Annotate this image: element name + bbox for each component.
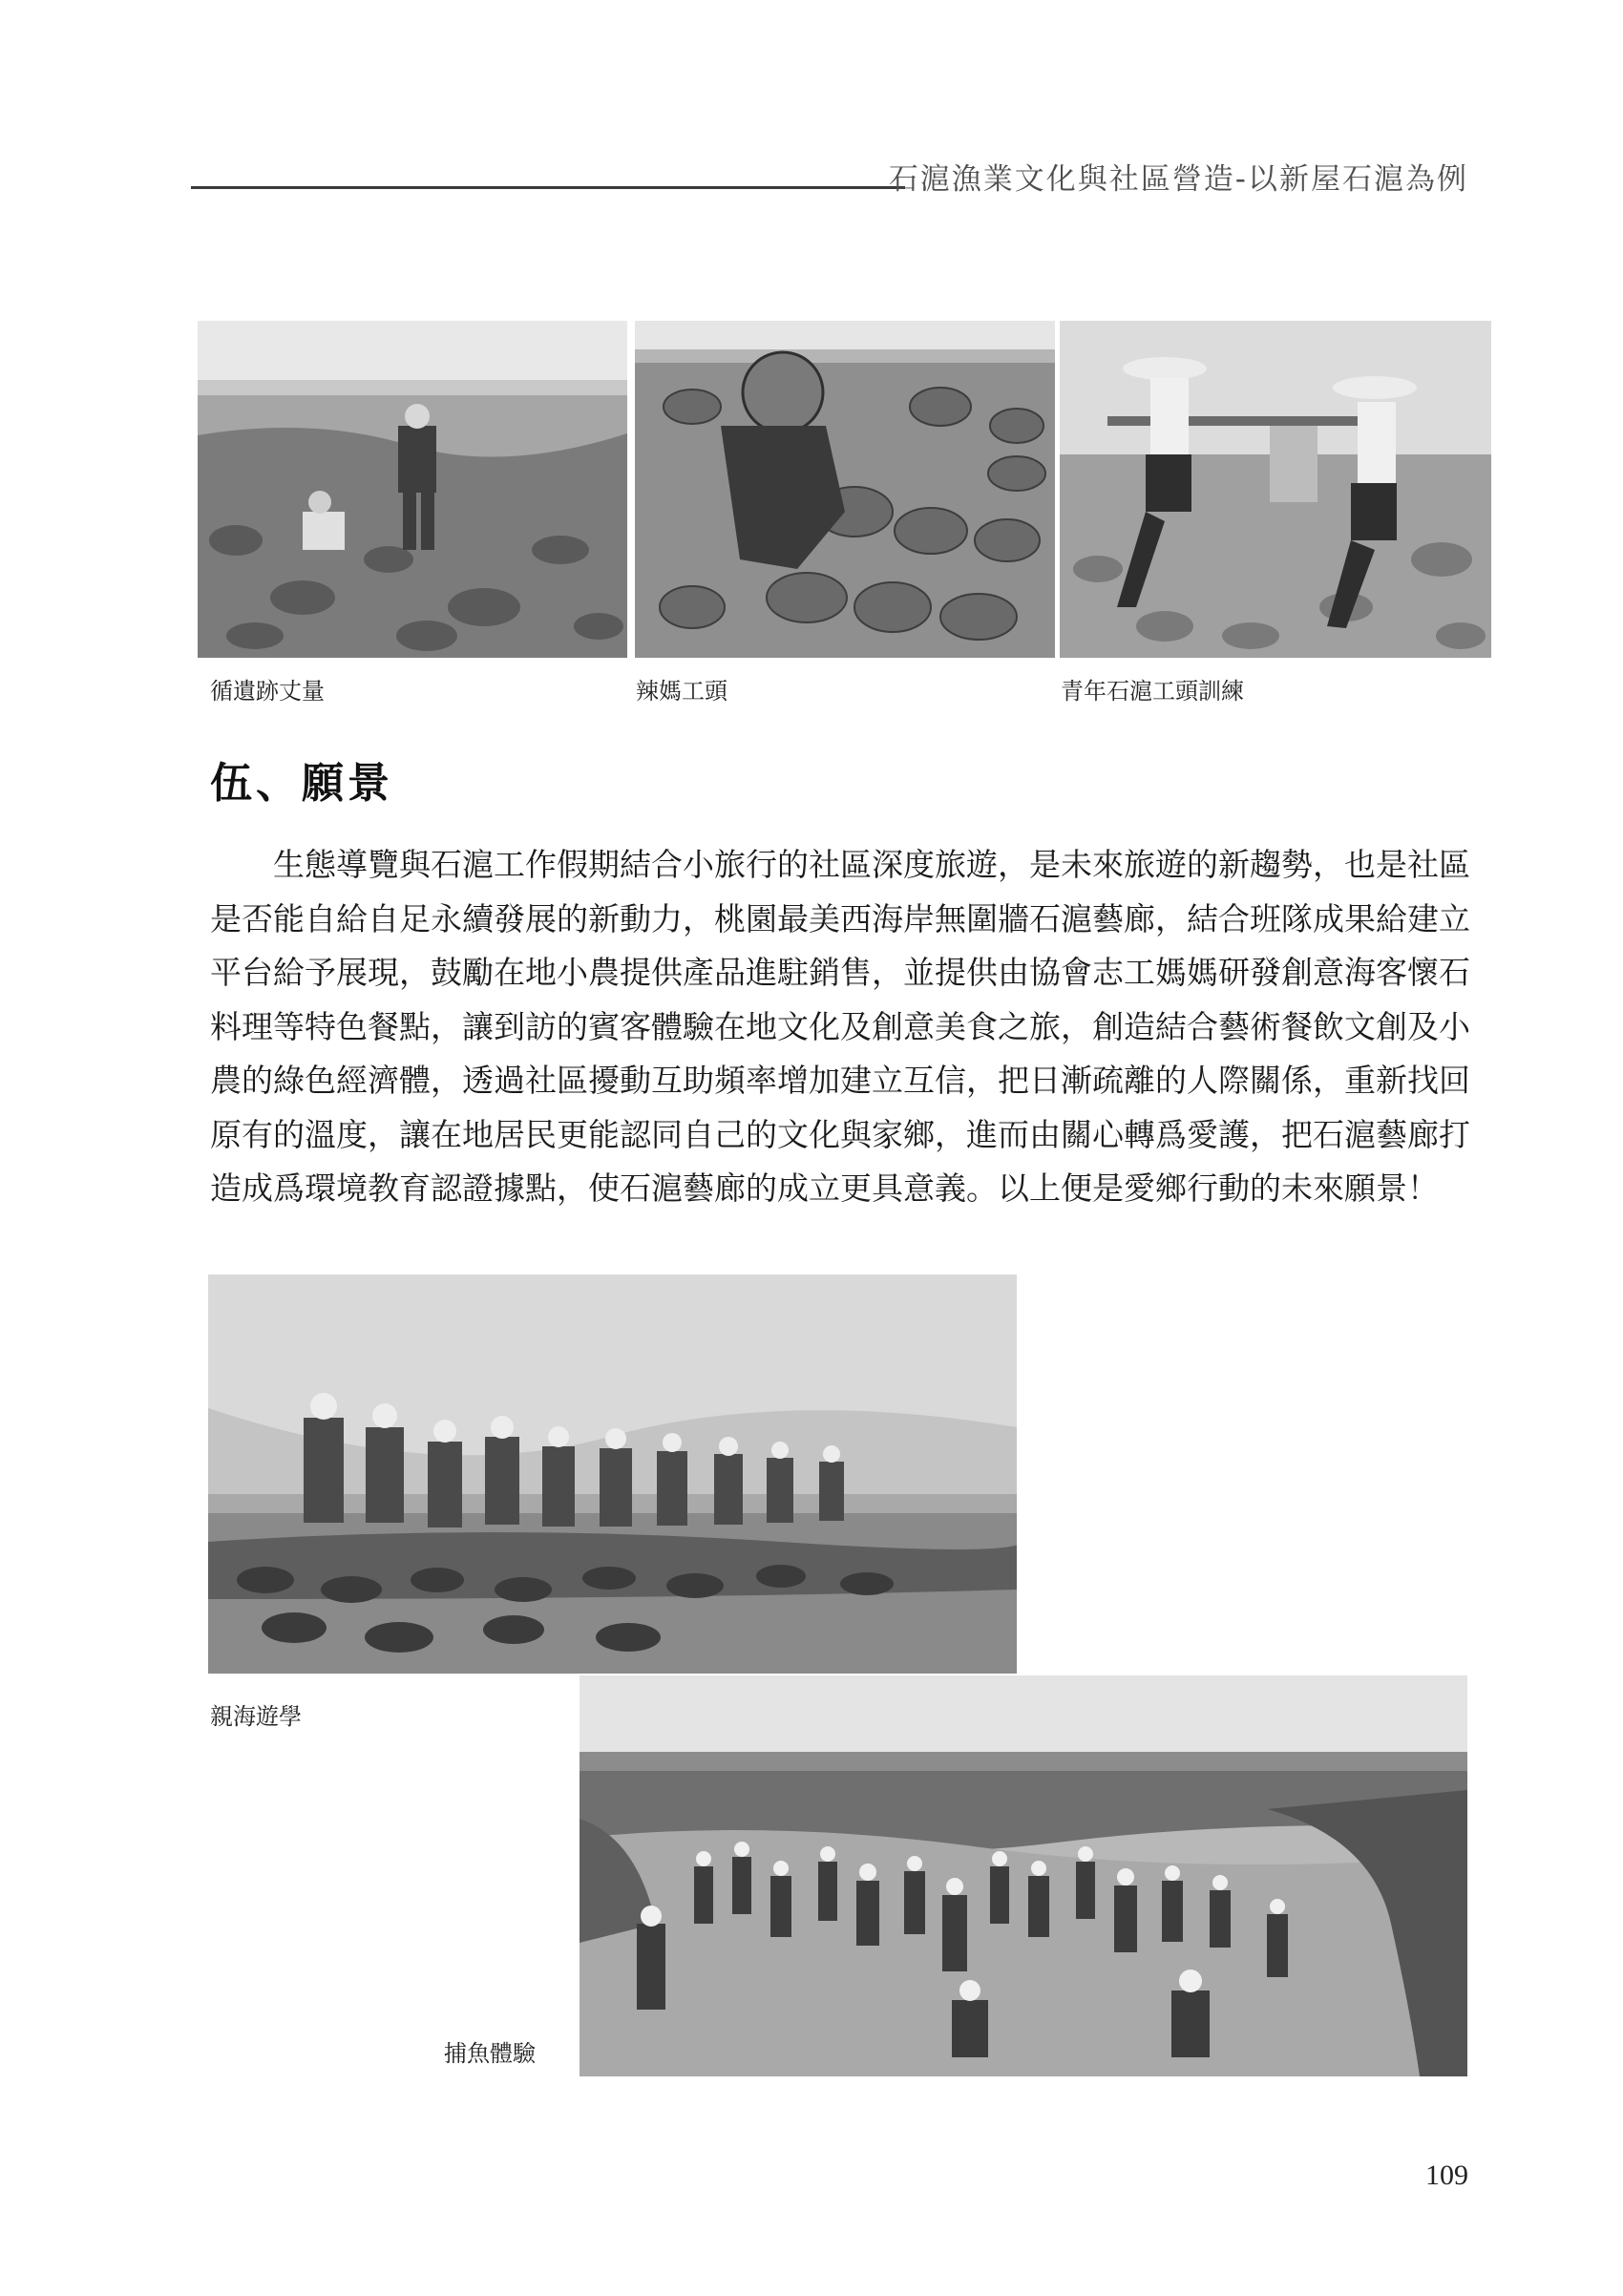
photo-caption: 青年石滬工頭訓練 bbox=[1061, 678, 1244, 705]
running-header bbox=[0, 0, 1623, 210]
photo-woman-worker bbox=[635, 321, 1055, 658]
body-paragraph: 生態導覽與石滬工作假期結合小旅行的社區深度旅遊，是未來旅遊的新趨勢，也是社區是否能自給自足永續發展的新動力，桃園最美西海岸無圍牆石滬藝廊，結合班隊成果給建立平台給予展現，鼓勵在地小農提供產品進駐銷售，並提供由協會志工媽媽研發創意海客懷石料理等特色餐點，讓到訪的賓客體驗在地文化及創意美食之旅，創造結合藝術餐飲文創及小農的綠色經濟體，透過社區擾動互助頻率增加建立互信，把日漸疏離的人際關係，重新找回原有的溫度，讓在地居民更能認同自己的文化與家鄉，進而由關心轉爲愛護，把石滬藝廊打造成爲環境教育認證據點，使石滬藝廊的成立更具意義。以上便是愛鄉行動的未來願景！ bbox=[210, 846, 1470, 1207]
photo-caption: 循遺跡丈量 bbox=[210, 678, 325, 705]
section-heading: 伍、願景 bbox=[210, 759, 393, 808]
running-title: 石滬漁業文化與社區營造-以新屋石滬為例 bbox=[888, 162, 1468, 197]
photo-group-on-weir bbox=[208, 1274, 1017, 1674]
photo-youth-training bbox=[1060, 321, 1491, 658]
photo-caption: 捕魚體驗 bbox=[444, 2040, 536, 2067]
photo-fishing-experience bbox=[580, 1675, 1467, 2076]
page-number: 109 bbox=[1425, 2159, 1468, 2191]
photo-caption: 辣媽工頭 bbox=[636, 678, 727, 705]
photo-caption: 親海遊學 bbox=[210, 1703, 302, 1730]
photo-measuring-ruins bbox=[198, 321, 627, 658]
header-rule bbox=[191, 186, 905, 189]
